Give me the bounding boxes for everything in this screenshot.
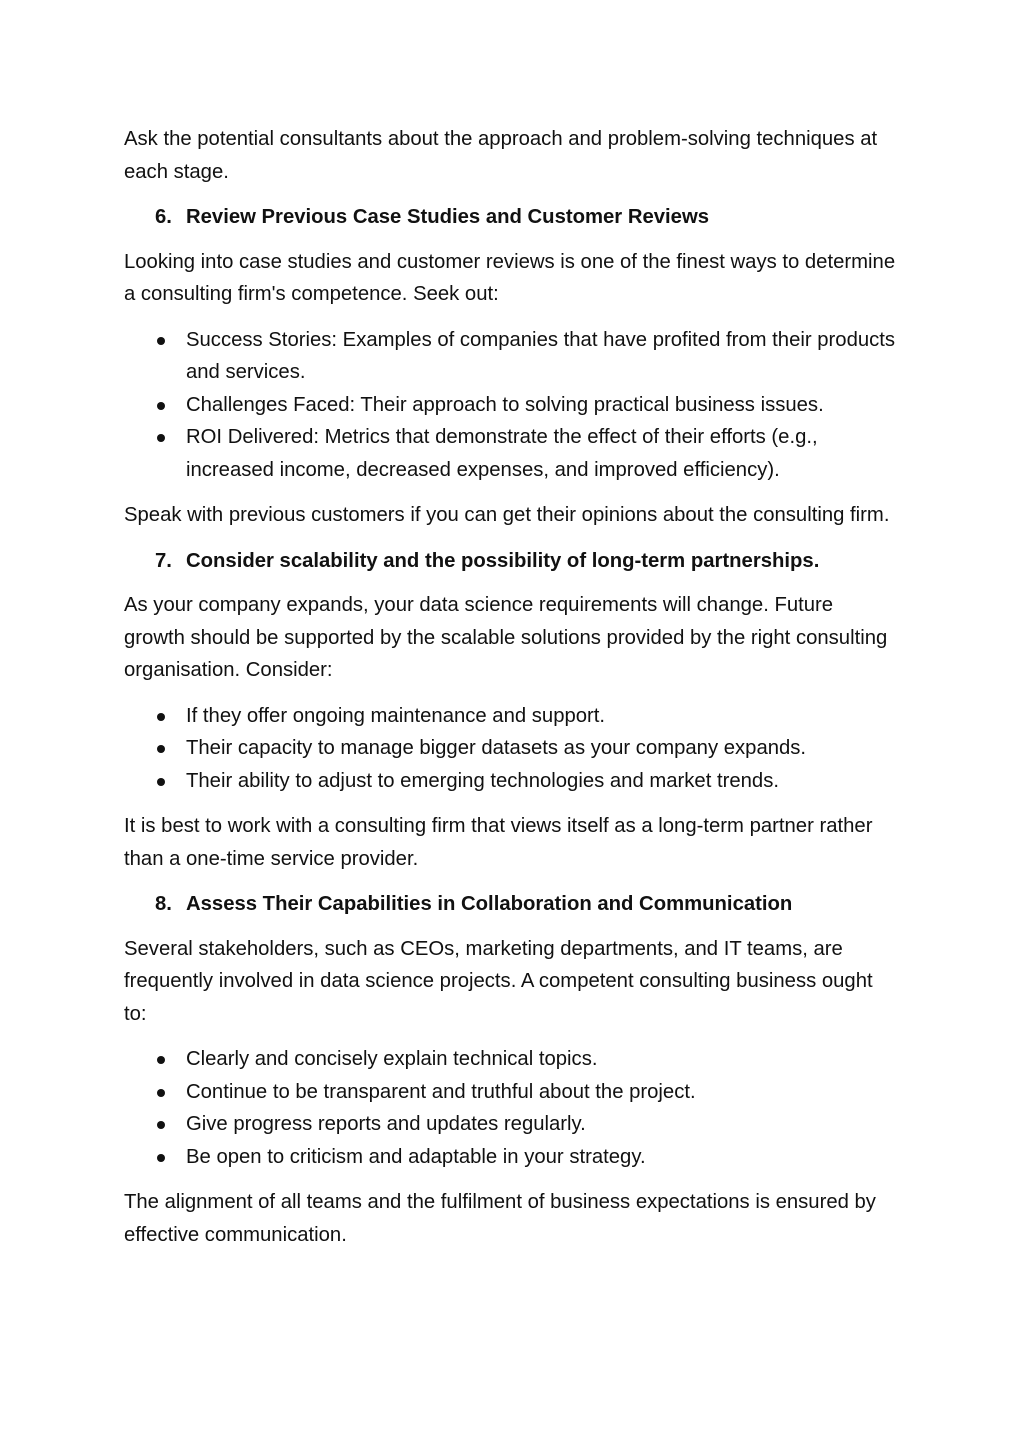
section-heading-6 <box>124 201 899 234</box>
list-item: Continue to be transparent and truthful about the project. <box>124 1076 899 1109</box>
bullet-icon <box>124 1141 186 1174</box>
section-title: Consider scalability and the possibility of long-term partnerships. <box>186 549 820 572</box>
document-page <box>124 123 899 1264</box>
list-item: Clearly and concisely explain technical topics. <box>124 1043 899 1076</box>
section-lead-paragraph: Looking into case studies and customer reviews is one of the finest ways to determine a consulting firm's competence. Seek out: <box>124 250 896 305</box>
bullet-list <box>124 1043 899 1173</box>
section-title: Review Previous Case Studies and Customer Reviews <box>186 206 710 228</box>
list-item: Be open to criticism and adaptable in your strategy. <box>124 1141 899 1174</box>
list-item: Their capacity to manage bigger datasets as your company expands. <box>124 732 899 765</box>
list-item: ROI Delivered: Metrics that demonstrate the effect of their efforts (e.g., increased income, decreased expenses, and improved efficiency). <box>124 421 899 486</box>
list-item: Success Stories: Examples of companies that have profited from their products and services. <box>124 324 899 389</box>
section-number: 8. <box>155 893 172 915</box>
list-item: Challenges Faced: Their approach to solving practical business issues. <box>124 389 899 422</box>
list-item: Give progress reports and updates regularly. <box>124 1108 899 1141</box>
bullet-icon <box>124 389 186 422</box>
section-number: 6. <box>155 206 172 228</box>
bullet-icon <box>124 421 186 486</box>
bullet-icon <box>124 324 186 389</box>
bullet-icon <box>124 765 186 798</box>
section-closing-paragraph: It is best to work with a consulting firm that views itself as a long-term partner rather than a one-time service provider. <box>124 815 873 870</box>
section-closing-paragraph: Speak with previous customers if you can get their opinions about the consulting firm. <box>124 504 890 526</box>
section-heading-8 <box>124 888 899 921</box>
section-number: 7. <box>155 549 172 572</box>
bullet-icon <box>124 1043 186 1076</box>
intro-paragraph: Ask the potential consultants about the approach and problem-solving techniques at each stage. <box>124 128 878 183</box>
bullet-icon <box>124 1108 186 1141</box>
bullet-icon <box>124 1076 186 1109</box>
section-title: Assess Their Capabilities in Collaboration and Communication <box>186 893 793 915</box>
bullet-list <box>124 700 899 798</box>
bullet-list <box>124 324 899 487</box>
list-item: If they offer ongoing maintenance and support. <box>124 700 899 733</box>
section-heading-7 <box>124 545 899 578</box>
section-lead-paragraph: As your company expands, your data science requirements will change. Future growth should be supported by the scalable solutions provided by the right consulting organisation. Consider: <box>124 594 888 681</box>
bullet-icon <box>124 700 186 733</box>
section-closing-paragraph: The alignment of all teams and the fulfilment of business expectations is ensured by effective communication. <box>124 1191 876 1246</box>
list-item: Their ability to adjust to emerging technologies and market trends. <box>124 765 899 798</box>
section-lead-paragraph: Several stakeholders, such as CEOs, marketing departments, and IT teams, are frequently involved in data science projects. A competent consulting business ought to: <box>124 937 873 1025</box>
bullet-icon <box>124 732 186 765</box>
